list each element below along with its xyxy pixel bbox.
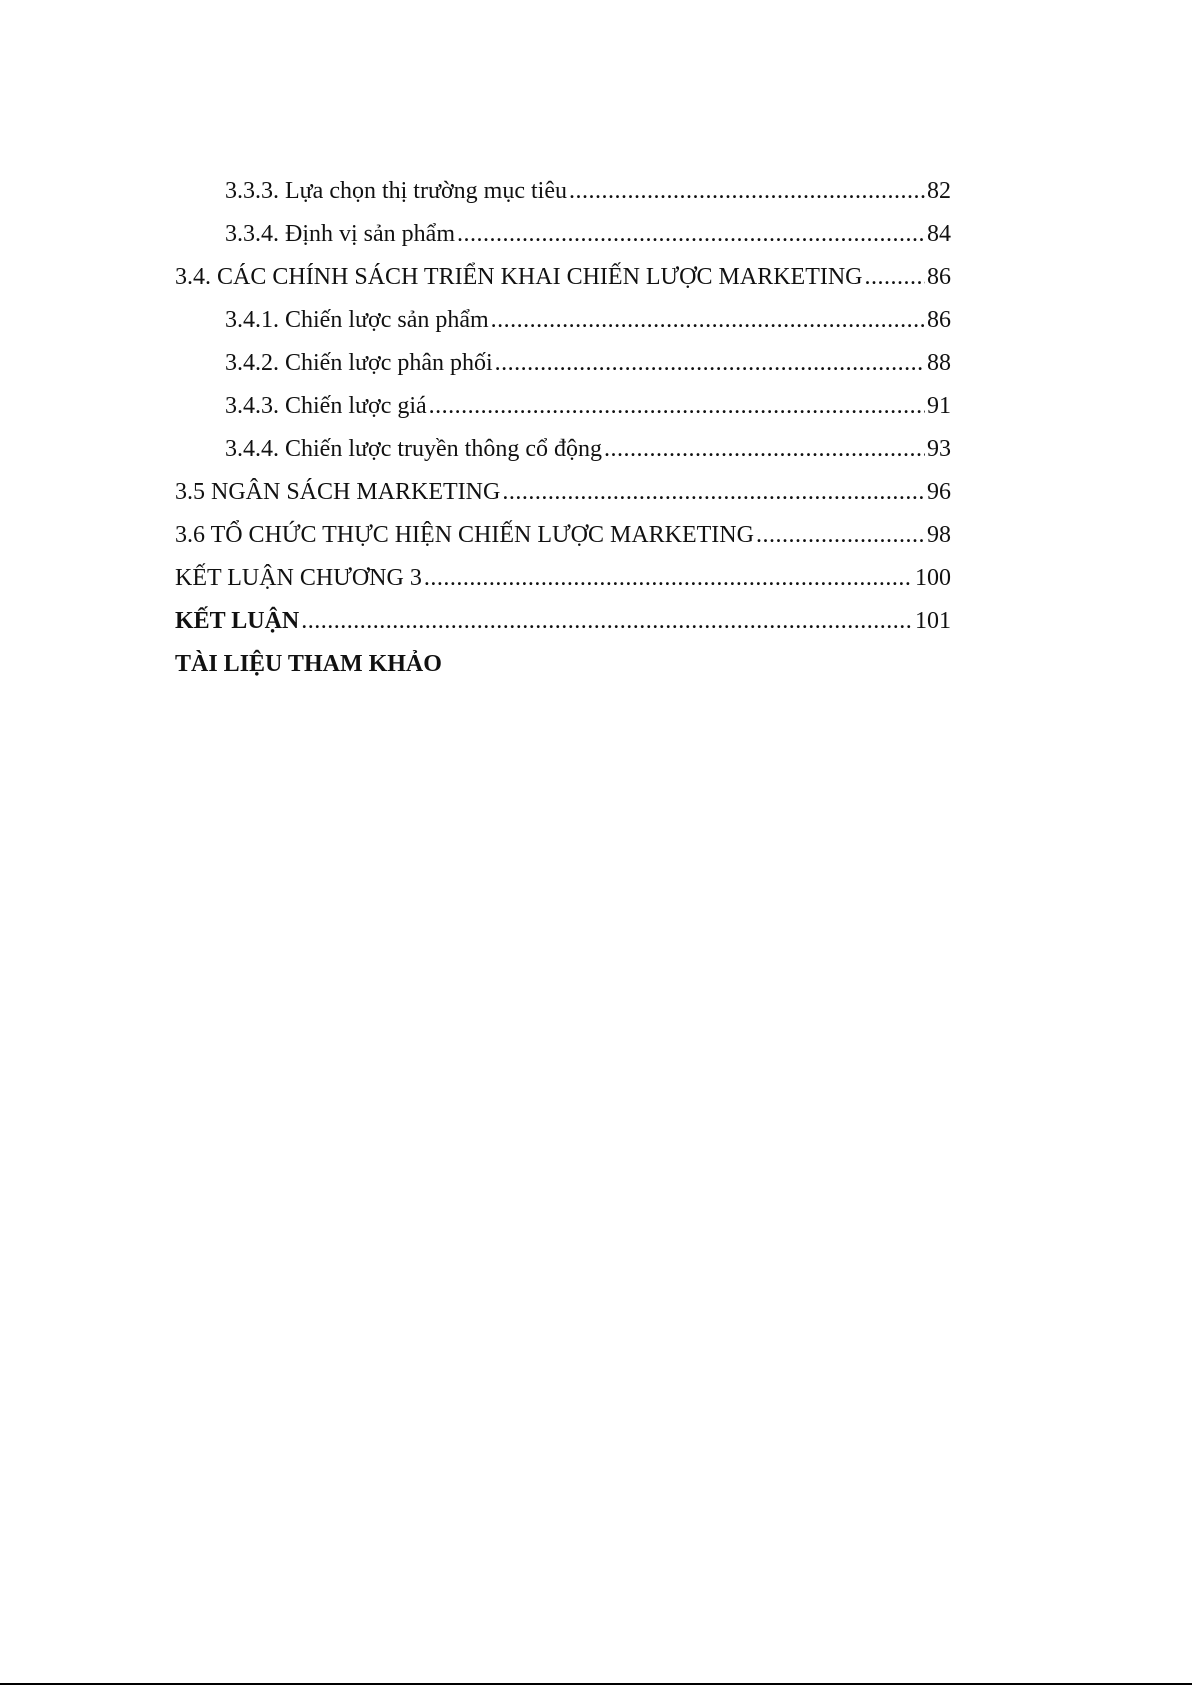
dot-leader [495,342,925,385]
dot-leader [457,213,925,256]
toc-entry-3-6[interactable] [175,514,951,557]
toc-page-number: 96 [927,479,951,505]
toc-entry-title: 3.4.1. Chiến lược sản phẩm [225,307,489,333]
toc-page-number: 93 [927,436,951,462]
table-of-contents [175,170,951,686]
toc-entry-title: KẾT LUẬN CHƯƠNG 3 [175,565,422,591]
toc-page-number: 98 [927,522,951,548]
dot-leader [756,514,925,557]
toc-entry-3-5[interactable] [175,471,951,514]
dot-leader [865,256,925,299]
toc-entry-title: 3.3.3. Lựa chọn thị trường mục tiêu [225,178,567,204]
toc-entry-title: TÀI LIỆU THAM KHẢO [175,651,442,677]
toc-entry-chapter-3-conclusion[interactable] [175,557,951,600]
toc-entry-3-4-1[interactable] [175,299,951,342]
dot-leader [569,170,925,213]
dot-leader [301,600,913,643]
toc-entry-3-3-3[interactable] [175,170,951,213]
toc-entry-3-3-4[interactable] [175,213,951,256]
toc-entry-title: 3.4.4. Chiến lược truyền thông cổ động [225,436,602,462]
toc-entry-title: 3.6 TỔ CHỨC THỰC HIỆN CHIẾN LƯỢC MARKETING [175,522,754,548]
toc-page-number: 88 [927,350,951,376]
toc-entry-conclusion[interactable] [175,600,951,643]
toc-entry-3-4-4[interactable] [175,428,951,471]
dot-leader [429,385,925,428]
toc-entry-title: 3.3.4. Định vị sản phẩm [225,221,455,247]
dot-leader [502,471,925,514]
dot-leader [604,428,925,471]
toc-entry-title: 3.4. CÁC CHÍNH SÁCH TRIỂN KHAI CHIẾN LƯỢC MARKETING [175,264,863,290]
toc-entry-title: 3.4.3. Chiến lược giá [225,393,427,419]
dot-leader [491,299,925,342]
toc-page-number: 101 [915,608,951,634]
toc-entry-title: KẾT LUẬN [175,608,300,634]
toc-page-number: 91 [927,393,951,419]
toc-entry-references[interactable] [175,643,951,686]
dot-leader [424,557,913,600]
toc-entry-3-4[interactable] [175,256,951,299]
toc-page-number: 100 [915,565,951,591]
toc-entry-title: 3.5 NGÂN SÁCH MARKETING [175,479,501,505]
toc-page-number: 82 [927,178,951,204]
toc-page-number: 84 [927,221,951,247]
toc-entry-3-4-3[interactable] [175,385,951,428]
toc-entry-title: 3.4.2. Chiến lược phân phối [225,350,493,376]
toc-entry-3-4-2[interactable] [175,342,951,385]
toc-page-number: 86 [927,264,951,290]
toc-page-number: 86 [927,307,951,333]
